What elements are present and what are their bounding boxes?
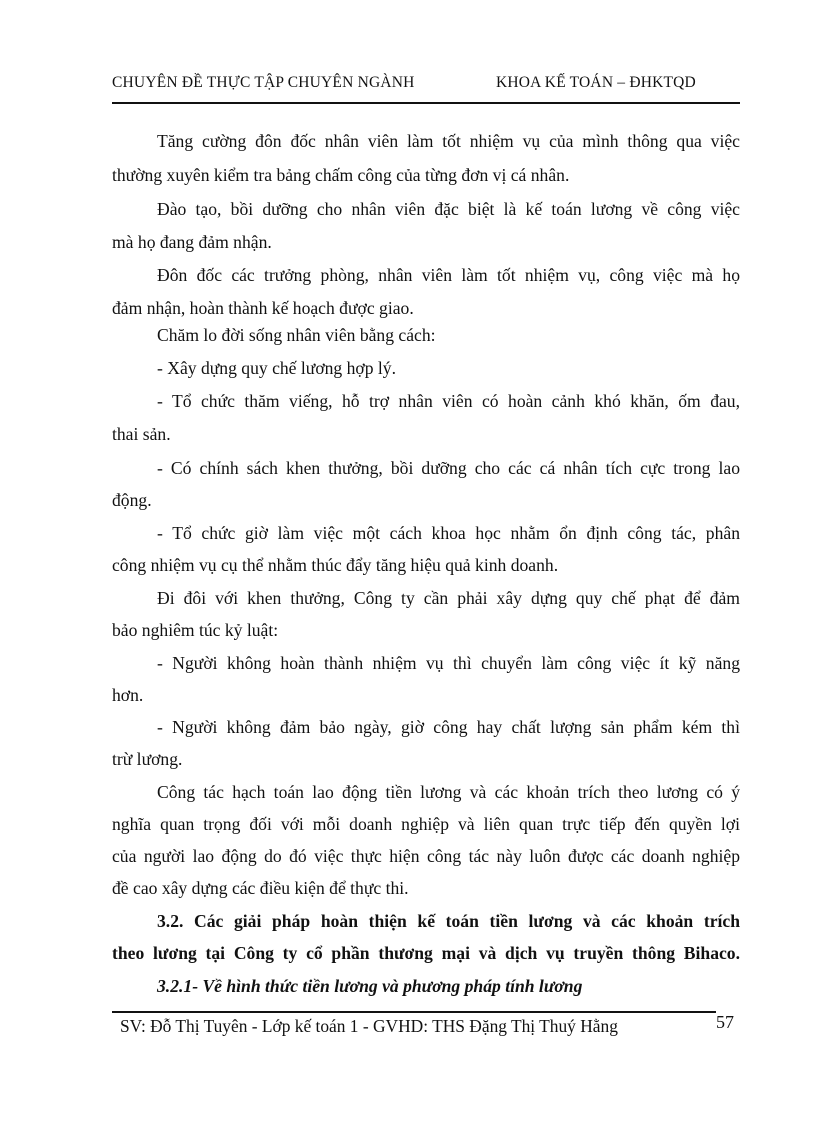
page-header: [112, 74, 740, 96]
body-line: đề cao xây dựng các điều kiện để thực thi.: [112, 878, 409, 898]
body-line: Chăm lo đời sống nhân viên bằng cách:: [157, 325, 436, 345]
body-line: công nhiệm vụ cụ thể nhằm thúc đẩy tăng hiệu quả kinh doanh.: [112, 555, 559, 575]
body-line: thường xuyên kiểm tra bảng chấm công của từng đơn vị cá nhân.: [112, 165, 570, 185]
section-heading: 3.2. Các giải pháp hoàn thiện kế toán tiền lương và các khoản trích: [157, 911, 740, 931]
body-line: - Xây dựng quy chế lương hợp lý.: [157, 358, 396, 378]
footer-rule: [112, 1011, 716, 1013]
body-line: Công tác hạch toán lao động tiền lương và các khoản trích theo lương có ý: [157, 782, 740, 802]
header-right: KHOA KẾ TOÁN – ĐHKTQD: [496, 74, 696, 91]
page-footer: SV: Đỗ Thị Tuyên - Lớp kế toán 1 - GVHD: THS Đặng Thị Thuý Hằng: [120, 1016, 618, 1036]
body-line: đảm nhận, hoàn thành kế hoạch được giao.: [112, 298, 414, 318]
body-line: mà họ đang đảm nhận.: [112, 232, 272, 252]
body-line: thai sản.: [112, 424, 171, 444]
body-line: Đào tạo, bồi dưỡng cho nhân viên đặc biệt là kế toán lương về công việc: [157, 199, 740, 219]
body-line: trừ lương.: [112, 749, 183, 769]
body-line: động.: [112, 490, 152, 510]
body-line: hơn.: [112, 685, 144, 705]
body-line: Đi đôi với khen thưởng, Công ty cần phải xây dựng quy chế phạt để đảm: [157, 588, 740, 608]
body-line: Đôn đốc các trưởng phòng, nhân viên làm tốt nhiệm vụ, công việc mà họ: [157, 265, 740, 285]
body-line: - Người không hoàn thành nhiệm vụ thì chuyển làm công việc ít kỹ năng: [157, 653, 740, 673]
body-line: - Tổ chức thăm viếng, hỗ trợ nhân viên có hoàn cảnh khó khăn, ốm đau,: [157, 391, 740, 411]
body-line: bảo nghiêm túc kỷ luật:: [112, 620, 279, 640]
section-heading: theo lương tại Công ty cổ phần thương mại và dịch vụ truyền thông Bihaco.: [112, 943, 740, 963]
body-line: của người lao động do đó việc thực hiện công tác này luôn được các doanh nghiệp: [112, 846, 740, 866]
header-left: CHUYÊN ĐỀ THỰC TẬP CHUYÊN NGÀNH: [112, 74, 415, 91]
subsection-heading: 3.2.1- Về hình thức tiền lương và phương pháp tính lương: [157, 976, 583, 996]
body-line: Tăng cường đôn đốc nhân viên làm tốt nhiệm vụ của mình thông qua việc: [157, 131, 740, 151]
page-number: 57: [716, 1012, 734, 1032]
body-line: - Tổ chức giờ làm việc một cách khoa học nhằm ổn định công tác, phân: [157, 523, 740, 543]
header-rule: [112, 102, 740, 104]
body-line: nghĩa quan trọng đối với mỗi doanh nghiệp và liên quan trực tiếp đến quyền lợi: [112, 814, 740, 834]
body-line: - Người không đảm bảo ngày, giờ công hay chất lượng sản phẩm kém thì: [157, 717, 740, 737]
body-line: - Có chính sách khen thưởng, bồi dưỡng cho các cá nhân tích cực trong lao: [157, 458, 740, 478]
